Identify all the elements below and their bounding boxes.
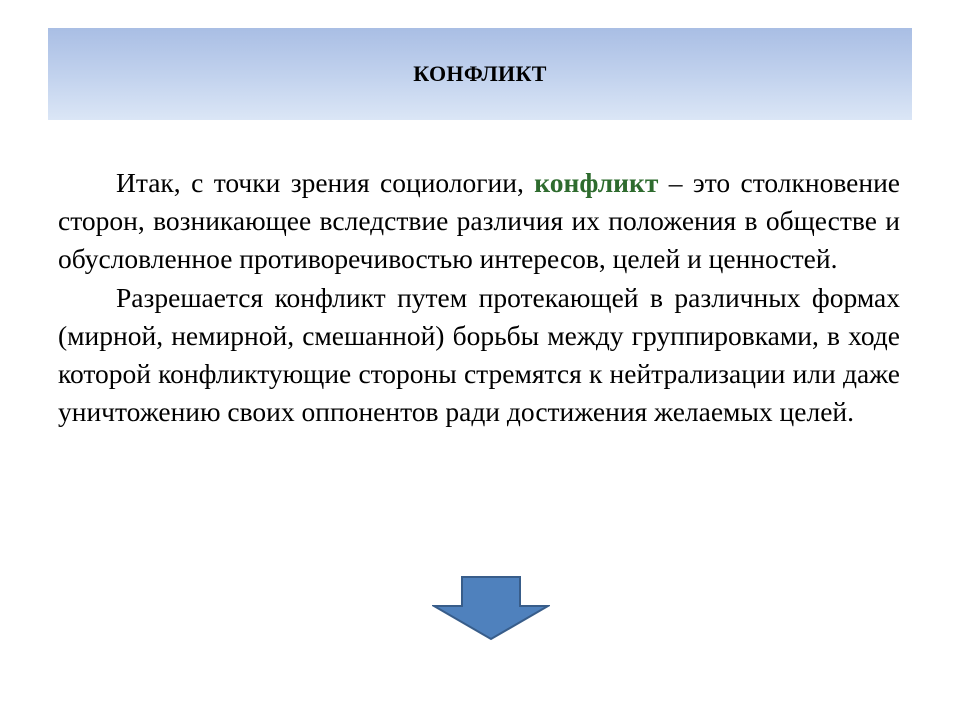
paragraph-definition <box>58 164 900 279</box>
down-arrow-icon[interactable] <box>432 575 550 641</box>
paragraph-resolution: Разрешается конфликт путем протекающей в различных формах (мирной, немирной, смешанной) борьбы между группировками, в ходе которой конфликтующие стороны стремятся к нейтрализации или даже уничтожению своих оппонентов ради достижения желаемых целей. <box>58 281 900 428</box>
keyword-conflict: конфликт <box>534 167 659 198</box>
title-bar <box>48 28 912 120</box>
definition-body: – это столкновение сторон, возникающее вследствие различия их положения в обществе и обусловленное противоречивостью интересов, целей и ценностей. <box>58 167 901 275</box>
body-text <box>58 164 900 431</box>
slide-title: КОНФЛИКТ <box>413 61 547 86</box>
definition-intro: Итак, с точки зрения социологии, <box>116 167 524 198</box>
